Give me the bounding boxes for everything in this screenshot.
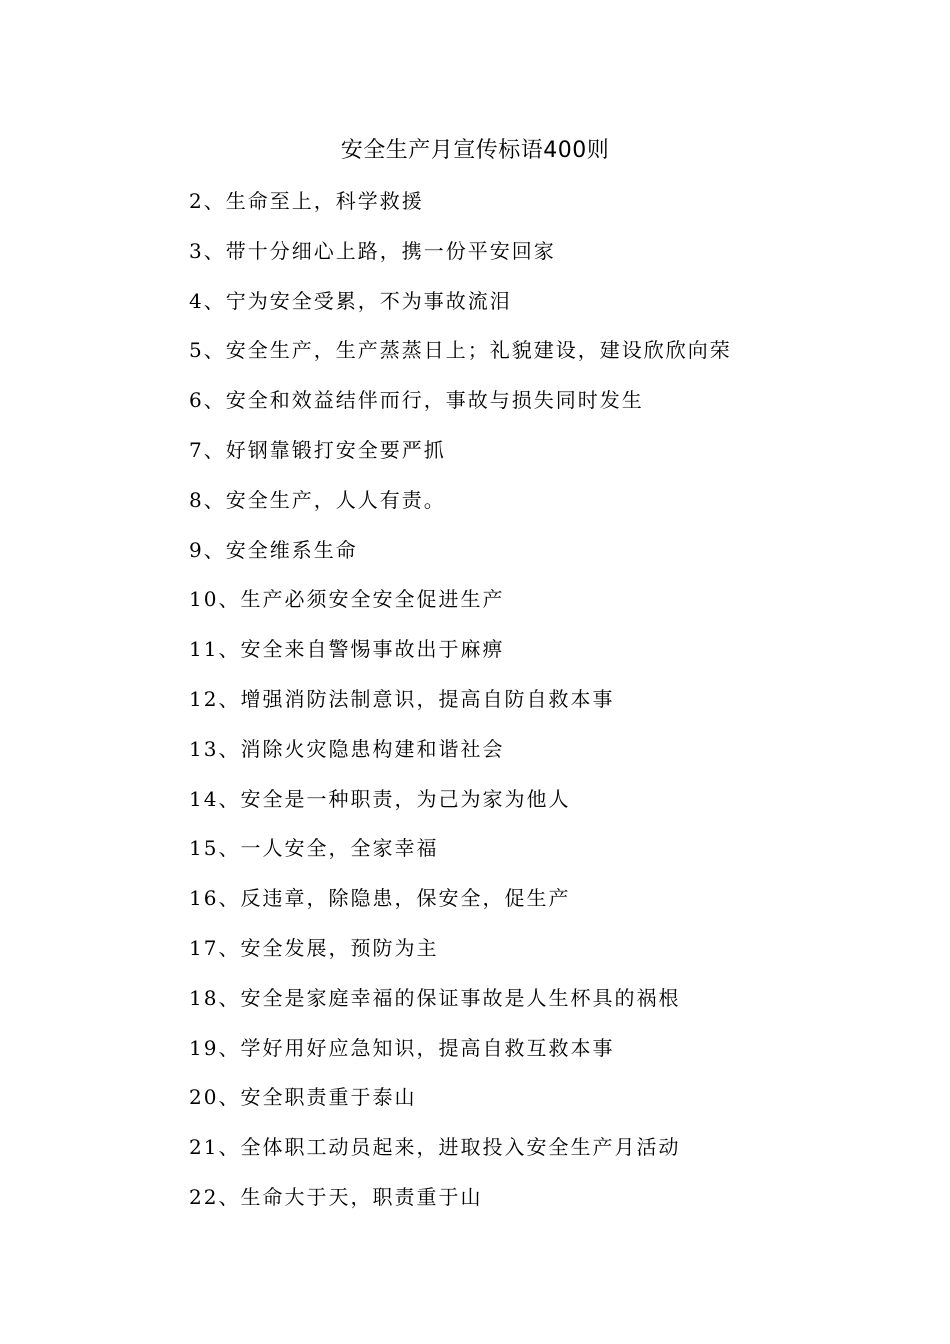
list-item: 7、好钢靠锻打安全要严抓 bbox=[189, 437, 446, 462]
list-item: 21、全体职工动员起来，进取投入安全生产月活动 bbox=[189, 1135, 681, 1160]
list-item: 8、安全生产，人人有责。 bbox=[189, 487, 446, 512]
list-item: 16、反违章，除隐患，保安全，促生产 bbox=[189, 886, 571, 911]
list-item: 6、安全和效益结伴而行，事故与损失同时发生 bbox=[189, 388, 644, 413]
list-item: 17、安全发展，预防为主 bbox=[189, 935, 439, 960]
list-item: 13、消除火灾隐患构建和谐社会 bbox=[189, 736, 505, 761]
list-item: 5、安全生产，生产蒸蒸日上；礼貌建设，建设欣欣向荣 bbox=[189, 338, 732, 363]
list-item: 15、一人安全，全家幸福 bbox=[189, 836, 439, 861]
list-item: 2、生命至上，科学救援 bbox=[189, 189, 424, 213]
list-item: 10、生产必须安全安全促进生产 bbox=[189, 587, 505, 612]
list-item: 3、带十分细心上路，携一份平安回家 bbox=[189, 238, 556, 263]
list-item: 11、安全来自警惕事故出于麻痹 bbox=[189, 637, 505, 662]
list-item: 4、宁为安全受累，不为事故流泪 bbox=[189, 288, 512, 313]
list-item: 20、安全职责重于泰山 bbox=[189, 1085, 417, 1110]
list-item: 19、学好用好应急知识，提高自救互救本事 bbox=[189, 1035, 615, 1060]
list-item: 9、安全维系生命 bbox=[189, 537, 358, 562]
document-title: 安全生产月宣传标语400则 bbox=[340, 138, 610, 163]
list-item: 12、增强消防法制意识，提高自防自救本事 bbox=[189, 686, 615, 711]
list-item: 18、安全是家庭幸福的保证事故是人生杯具的祸根 bbox=[189, 985, 681, 1010]
list-item: 14、安全是一种职责，为己为家为他人 bbox=[189, 786, 571, 811]
list-item: 22、生命大于天，职责重于山 bbox=[189, 1184, 483, 1209]
slogan-list bbox=[189, 184, 909, 1230]
